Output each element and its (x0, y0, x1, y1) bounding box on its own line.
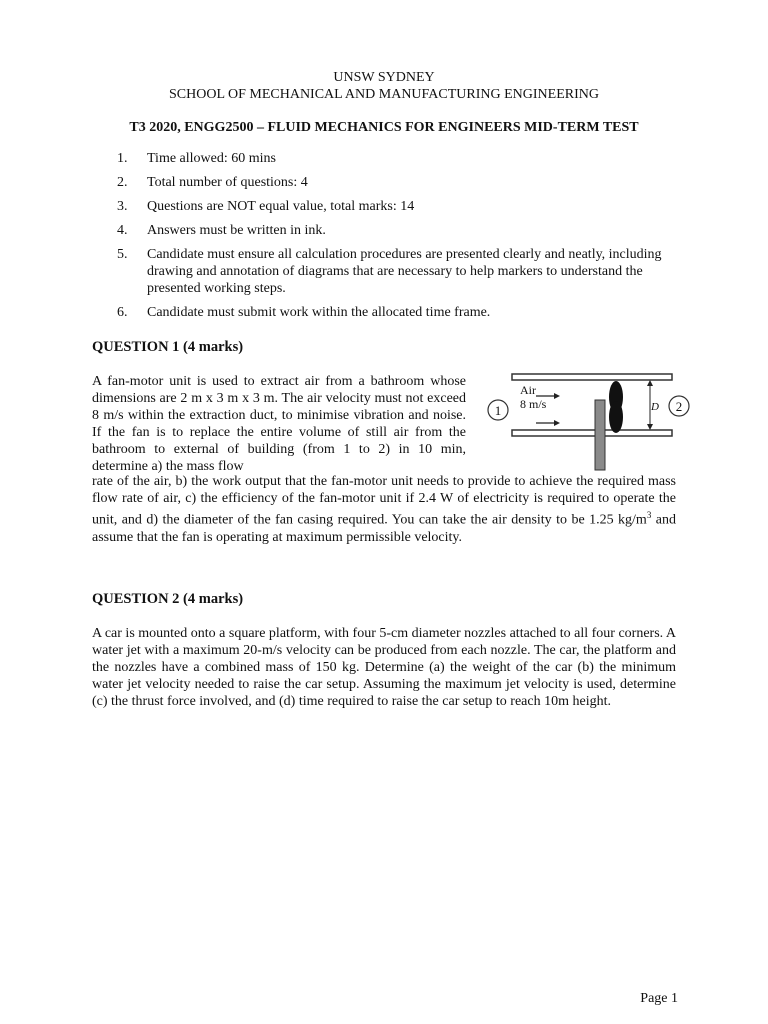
question-1-title: QUESTION 1 (4 marks) (92, 339, 244, 355)
instruction-text: Total number of questions: 4 (147, 175, 308, 190)
question-2-title: QUESTION 2 (4 marks) (92, 591, 244, 607)
instruction-item (117, 222, 677, 239)
instruction-number: 6. (117, 305, 128, 320)
question-1-text-part2-pre: rate of the air, b) the work output that the fan-motor unit needs to provide to achieve the required mass flow rate of air, c) the efficiency of the fan-motor unit if 2.4 W of electricity is required to operate the unit, and d) the diameter of the fan casing required. You can take the air density to be 1.25 kg/m (92, 474, 676, 528)
question-1-text-part1: A fan-motor unit is used to extract air from a bathroom whose dimensions are 2 m x 3 m x 3 m. The air velocity must not exceed 8 m/s within the extraction duct, to minimise vibration and noise. If the fan is to replace the entire volume of still air from the bathroom to external of building (from 1 to 2) in 10 min, determine a) the mass flow (92, 374, 466, 474)
instruction-number: 3. (117, 199, 128, 214)
fan-shaft (595, 400, 605, 470)
test-title: T3 2020, ENGG2500 – FLUID MECHANICS FOR ENGINEERS MID-TERM TEST (129, 120, 639, 135)
page-number: Page 1 (640, 991, 678, 1006)
air-velocity-label: 8 m/s (520, 397, 547, 411)
question-1-text-part2 (92, 473, 676, 546)
instruction-item (117, 174, 677, 191)
instruction-item (117, 246, 677, 297)
instruction-number: 5. (117, 247, 128, 262)
instruction-text: Candidate must submit work within the allocated time frame. (147, 305, 491, 320)
station-1-label: 1 (494, 403, 502, 418)
density-unit-exponent: 3 (646, 510, 652, 520)
fan-duct-diagram (486, 368, 696, 473)
duct-bottom-wall (512, 430, 672, 436)
instruction-text: Candidate must ensure all calculation procedures are presented clearly and neatly, including drawing and annotation of diagrams that are necessary to help markers to understand the presented working steps. (147, 247, 662, 296)
question-2-text: A car is mounted onto a square platform, with four 5-cm diameter nozzles attached to all four corners. A water jet with a maximum 20-m/s velocity can be produced from each nozzle. The car, the platform and the nozzles have a combined mass of 150 kg. Determine (a) the weight of the car (b) the minimum water jet velocity needed to raise the car setup. Assuming the maximum jet velocity is used, determine (c) the thrust force involved, and (d) time required to raise the car setup to reach 10m height. (92, 626, 676, 709)
duct-top-wall (512, 374, 672, 380)
instruction-number: 2. (117, 175, 128, 190)
instruction-item (117, 304, 677, 321)
instruction-number: 1. (117, 151, 128, 166)
university-name: UNSW SYDNEY (333, 70, 435, 85)
instruction-text: Answers must be written in ink. (147, 223, 326, 238)
dimension-arrowhead (647, 424, 653, 430)
flow-arrowhead (554, 393, 560, 399)
air-label: Air (520, 383, 536, 397)
instruction-text: Time allowed: 60 mins (147, 151, 276, 166)
question-1-text-part2-post: and assume that the fan is operating at maximum permissible velocity. (92, 512, 676, 545)
fan-blade (609, 401, 623, 433)
dimension-arrowhead (647, 380, 653, 386)
instruction-text: Questions are NOT equal value, total marks: 14 (147, 199, 415, 214)
instruction-number: 4. (117, 223, 128, 238)
school-name: SCHOOL OF MECHANICAL AND MANUFACTURING ENGINEERING (169, 87, 599, 102)
instruction-item (117, 198, 677, 215)
instructions-list (117, 150, 677, 328)
instruction-item (117, 150, 677, 167)
flow-arrowhead (554, 420, 560, 426)
diameter-label: D (651, 401, 659, 413)
station-2-label: 2 (675, 399, 683, 414)
